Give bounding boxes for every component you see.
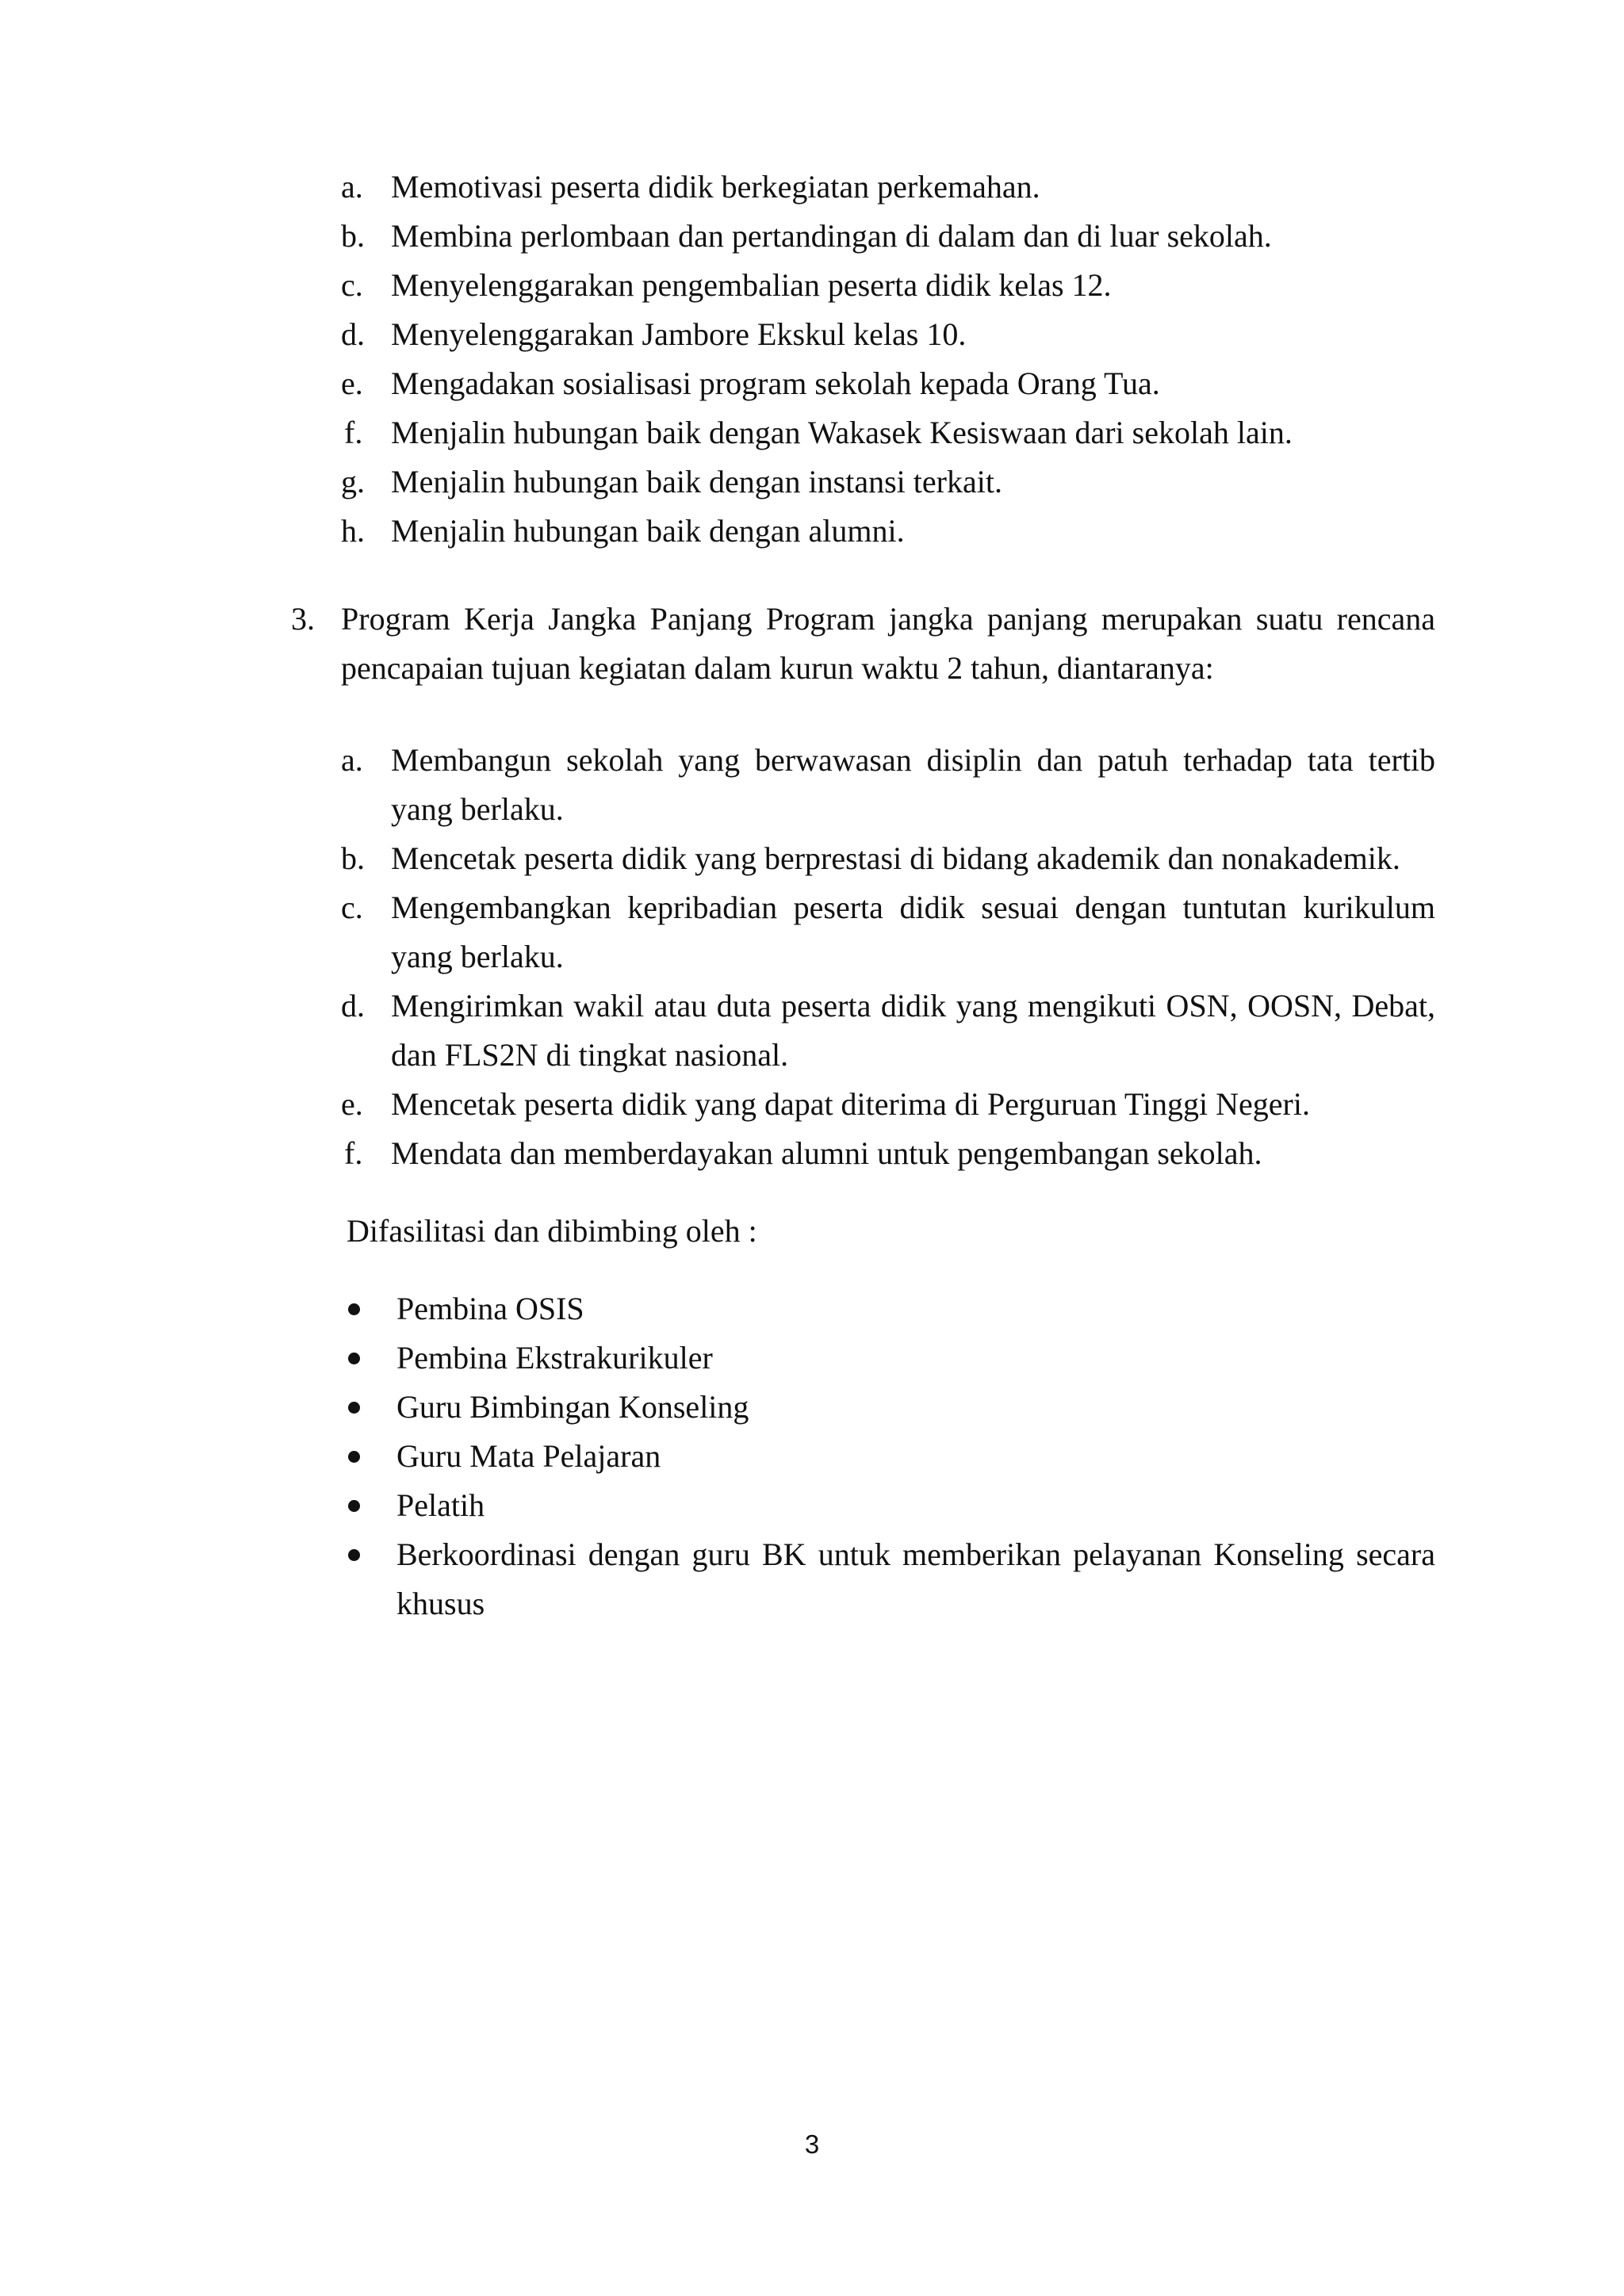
- list-text: Guru Bimbingan Konseling: [396, 1389, 749, 1425]
- list-marker: g.: [341, 464, 365, 499]
- list-text-continued: yang berlaku.: [391, 791, 564, 827]
- list-text-continued: yang berlaku.: [391, 939, 564, 974]
- list-marker: a.: [341, 169, 363, 205]
- list-text: Mencetak peserta didik yang berprestasi di bidang akademik dan nonakademik.: [391, 840, 1400, 876]
- page-number: 3: [804, 2130, 820, 2159]
- list-text: Mengembangkan kepribadian peserta didik sesuai dengan tuntutan kurikulum: [391, 890, 1435, 925]
- list-text: Mendata dan memberdayakan alumni untuk pengembangan sekolah.: [391, 1135, 1262, 1171]
- list-marker: e.: [341, 1086, 363, 1122]
- section-3-line: pencapaian tujuan kegiatan dalam kurun waktu 2 tahun, diantaranya:: [341, 650, 1214, 686]
- list-text: Mencetak peserta didik yang dapat diterima di Perguruan Tinggi Negeri.: [391, 1086, 1310, 1122]
- list-text: Berkoordinasi dengan guru BK untuk memberikan pelayanan Konseling secara: [396, 1536, 1435, 1572]
- section-number: 3.: [291, 601, 315, 637]
- list-text: Menyelenggarakan pengembalian peserta didik kelas 12.: [391, 267, 1112, 303]
- bullet-icon: [348, 1451, 360, 1463]
- facilitated-label: Difasilitasi dan dibimbing oleh :: [347, 1213, 757, 1249]
- list-text: Mengadakan sosialisasi program sekolah kepada Orang Tua.: [391, 365, 1160, 401]
- list-text: Pembina Ekstrakurikuler: [396, 1340, 713, 1376]
- list-text: Menjalin hubungan baik dengan alumni.: [391, 513, 905, 549]
- list-marker: e.: [341, 365, 363, 401]
- list-marker: a.: [341, 742, 363, 778]
- list-text: Pembina OSIS: [396, 1291, 584, 1326]
- list-text: Menyelenggarakan Jambore Ekskul kelas 10.: [391, 316, 967, 352]
- list-marker: f.: [344, 1135, 363, 1171]
- bullet-icon: [348, 1303, 360, 1315]
- list-marker: c.: [341, 267, 363, 303]
- list-marker: d.: [341, 988, 365, 1024]
- list-text-continued: dan FLS2N di tingkat nasional.: [391, 1037, 789, 1073]
- list-text: Menjalin hubungan baik dengan instansi terkait.: [391, 464, 1002, 499]
- list-text: Mengirimkan wakil atau duta peserta didik yang mengikuti OSN, OOSN, Debat,: [391, 988, 1435, 1024]
- list-text: Membangun sekolah yang berwawasan disiplin dan patuh terhadap tata tertib: [391, 742, 1435, 778]
- list-marker: b.: [341, 840, 365, 876]
- bullet-icon: [348, 1549, 360, 1561]
- section-3-line: Program Kerja Jangka Panjang Program jangka panjang merupakan suatu rencana: [341, 601, 1435, 637]
- list-marker: d.: [341, 316, 365, 352]
- bullet-icon: [348, 1353, 360, 1364]
- list-text: Pelatih: [396, 1487, 485, 1523]
- list-text-continued: khusus: [396, 1586, 485, 1621]
- bullet-icon: [348, 1500, 360, 1512]
- list-marker: h.: [341, 513, 365, 549]
- list-marker: b.: [341, 218, 365, 254]
- list-marker: f.: [344, 415, 363, 450]
- list-text: Memotivasi peserta didik berkegiatan perkemahan.: [391, 169, 1040, 205]
- list-text: Membina perlombaan dan pertandingan di dalam dan di luar sekolah.: [391, 218, 1272, 254]
- bullet-icon: [348, 1402, 360, 1414]
- list-text: Guru Mata Pelajaran: [396, 1438, 661, 1474]
- list-marker: c.: [341, 890, 363, 925]
- list-text: Menjalin hubungan baik dengan Wakasek Kesiswaan dari sekolah lain.: [391, 415, 1293, 450]
